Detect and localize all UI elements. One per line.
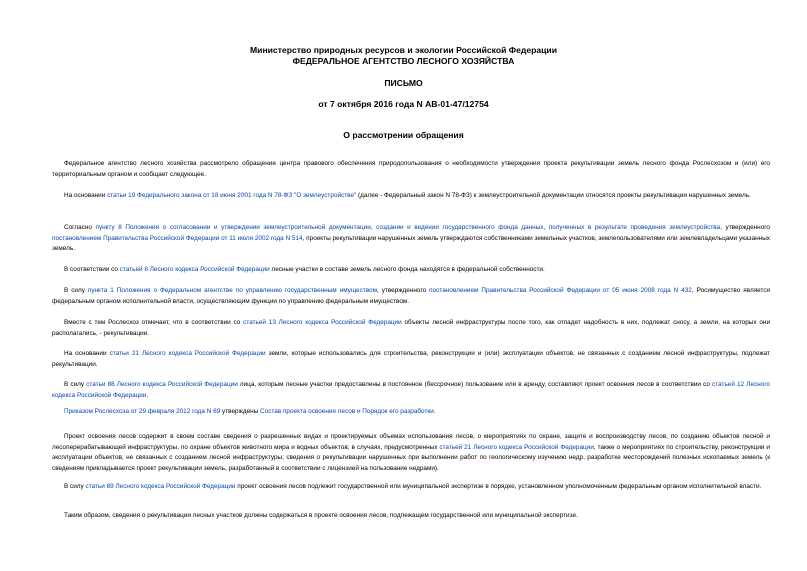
link-forest-code-article-21[interactable]: статьи 21 Лесного кодекса Российской Федерации [109, 350, 266, 357]
document-subject: О рассмотрении обращения [343, 130, 464, 140]
paragraph-text: , также о мероприятиях по строительству, реконструкции и эксплуатации объектов, не связанных с созданием лесной инфраструктуры; сведения о рекультивации нарушенных при выполнении работ по геологическому изучению недр, разработке месторождений полезных ископаемых земель (к сведениям прикладывается проект рекультивации земель, разработанный в соответствии с лицензией на пользование недрами). [52, 443, 770, 473]
document-type: ПИСЬМО [384, 78, 423, 88]
link-forest-code-article-88[interactable]: статьи 88 Лесного кодекса Российской Федерации [86, 381, 238, 388]
paragraph-text: Таким образом, сведения о рекультивации лесных участков должны содержаться в проекте освоения лесов, подлежащем государственной или муниципальной экспертизе. [64, 512, 578, 519]
paragraph-text: В соответствии со [64, 266, 120, 273]
paragraph-text: , проекты рекультивации нарушенных земель утверждаются собственниками земельных участков, землепользователями или землевладельцами указанных земель. [52, 234, 770, 253]
paragraph-11 [52, 482, 770, 493]
document-date-number: от 7 октября 2016 года N АВ-01-47/12754 [318, 99, 489, 109]
paragraph-10 [52, 432, 770, 475]
link-rosimushchestvo-regulation[interactable]: пункта 1 Положения о Федеральном агентстве по управлению государственным имуществом [87, 287, 377, 294]
link-forest-code-article-21[interactable]: статьей 21 Лесного кодекса Российской Федерации [439, 443, 594, 451]
paragraph-text: В силу [64, 483, 86, 490]
link-regulation-point-8[interactable]: пункту 8 Положения о согласовании и утверждении землеустроительной документации, создании и ведении государственного фонда данных, полученных в результате проведения землеустройства [95, 224, 721, 231]
paragraph-text: , утвержденного [720, 224, 770, 231]
paragraph-5 [52, 286, 770, 307]
paragraph-text: . [146, 391, 149, 399]
paragraph-text: Проект освоения лесов содержит в своем составе сведения о разрешенных видах и проектируемых объемах использования лесов, о мероприятиях по охране, защите и воспроизводству лесов, по созданию объектов лесной и лесоперерабатывающей инфраструктуры, по охране объектов животного мира и водных объектов; в случаях, предусмотренных [52, 433, 770, 451]
paragraph-text: Вместе с тем Рослесхоз отмечает, что в соответствии со [64, 319, 244, 326]
link-forest-development-project-composition[interactable]: Состав проекта освоения лесов и Порядок его разработки [260, 408, 434, 415]
link-rosleskhoz-order-69[interactable]: Приказом Рослесхоза от 29 февраля 2012 года N 69 [64, 408, 221, 415]
link-government-decree-514[interactable]: постановлением Правительства Российской Федерации от 11 июля 2002 года N 514 [52, 234, 303, 242]
paragraph-3 [52, 223, 770, 255]
paragraph-text: утверждены [220, 408, 261, 415]
paragraph-text: . [433, 408, 436, 415]
paragraph-text: В силу [64, 287, 88, 294]
agency-name: ФЕДЕРАЛЬНОЕ АГЕНТСТВО ЛЕСНОГО ХОЗЯЙСТВА [292, 56, 515, 66]
paragraph-text: В силу [64, 381, 87, 388]
paragraph-6 [52, 318, 770, 339]
link-law-78-fz-article-19[interactable]: статьи 19 Федерального закона от 18 июня 2001 года N 78-ФЗ "О землеустройстве" [107, 192, 357, 199]
paragraph-text: , утвержденного [377, 287, 430, 294]
paragraph-text: земли, которые использовались для строительства, реконструкции и (или) эксплуатации объектов, не связанных с созданием лесной инфраструктуры, подлежат рекультивации. [52, 350, 770, 368]
paragraph-2 [52, 191, 770, 202]
paragraph-8 [52, 380, 770, 401]
paragraph-text: На основании [64, 192, 108, 199]
paragraph-text: На основании [64, 350, 110, 357]
link-government-decree-432[interactable]: постановлением Правительства Российской Федерации от 05 июня 2008 года N 432 [429, 287, 692, 294]
link-forest-code-article-12[interactable]: статьей 12 Лесного кодекса Российской Федерации [52, 381, 770, 399]
paragraph-text: , Росимущество является федеральным органом исполнительной власти, осуществляющим функции по управлению федеральным имуществом. [52, 287, 771, 305]
paragraph-4 [52, 265, 770, 276]
paragraph-text: лица, которым лесные участки предоставлены в постоянное (бессрочное) пользование или в аренду, составляют проект освоения лесов в соответствии со [237, 381, 713, 388]
paragraph-9 [52, 407, 770, 418]
paragraph-12 [52, 511, 770, 522]
paragraph-text: объекты лесной инфраструктуры после того, как отпадет надобность в них, подлежат сносу, а земли, на которых они располагались, - рекультивации. [52, 319, 771, 337]
link-forest-code-article-89[interactable]: статьи 89 Лесного кодекса Российской Федерации [85, 483, 236, 490]
paragraph-7 [52, 349, 770, 370]
link-forest-code-article-8[interactable]: статьей 8 Лесного кодекса Российской Федерации [119, 266, 270, 273]
paragraph-text: Федеральное агентство лесного хозяйства рассмотрело обращение центра правового обеспечения природопользования о необходимости утверждения проекта рекультивации земель лесного фонда Рослесхозом и (или) его территориальным органом и сообщает следующее. [52, 160, 770, 178]
ministry-name: Министерство природных ресурсов и экологии Российской Федерации [250, 45, 557, 55]
paragraph-text: (далее - Федеральный закон N 78-ФЗ) к землеустроительной документации относятся проекты рекультивации нарушенных земель. [356, 192, 751, 199]
link-forest-code-article-13[interactable]: статьей 13 Лесного кодекса Российской Федерации [243, 319, 402, 326]
paragraph-text: лесные участки в составе земель лесного фонда находятся в федеральной собственности. [269, 266, 545, 273]
paragraph-text: проект освоения лесов подлежит государственной или муниципальной экспертизе в порядке, установленном уполномоченным федеральным органом исполнительной власти. [235, 483, 762, 490]
paragraph-text: Согласно [64, 224, 96, 231]
paragraph-1 [52, 159, 770, 180]
